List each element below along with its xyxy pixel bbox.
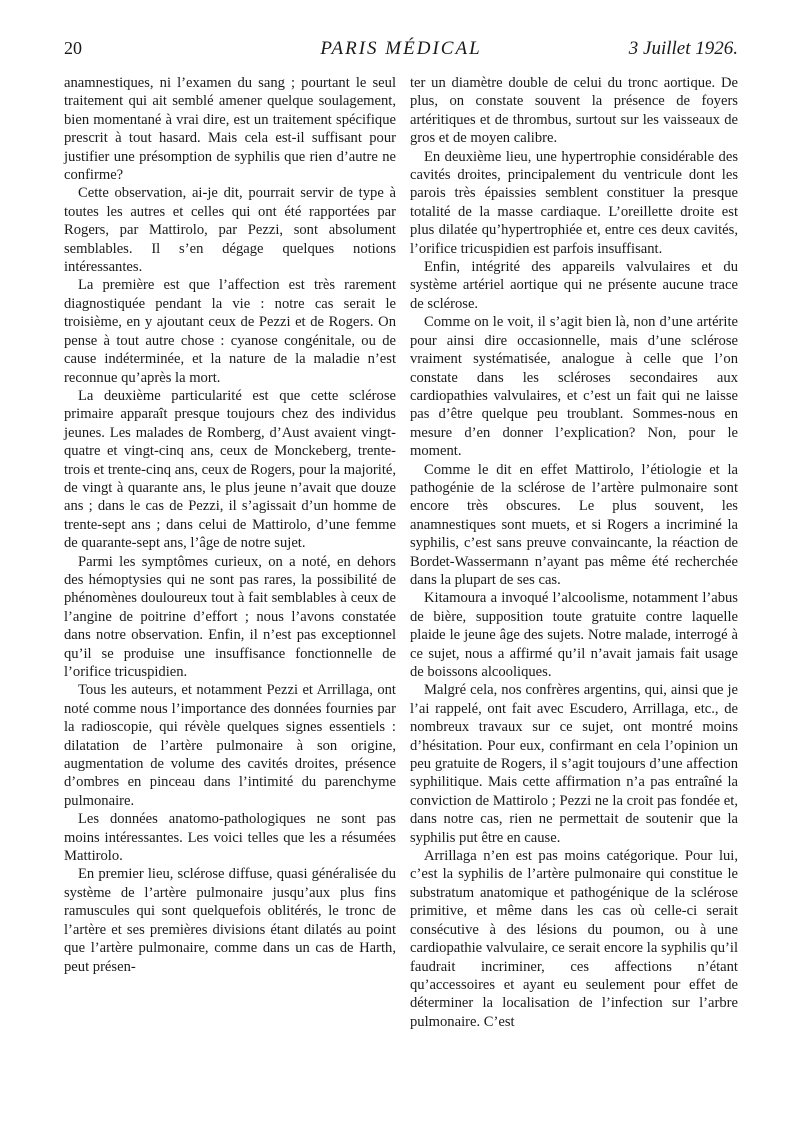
paragraph: Cette observation, ai-je dit, pourrait servir de type à toutes les autres et celles qui ont été rapportées par Rogers, par Mattirolo, par Pezzi, sont absolument semblables. Il s’en dégage quelques notions intéressantes. xyxy=(64,185,396,276)
left-column xyxy=(64,74,396,976)
paragraph: ter un diamètre double de celui du tronc aortique. De plus, on constate souvent la présence de foyers artéritiques et de thrombus, surtout sur les vaisseaux de gros et de moyen calibre. xyxy=(410,75,738,147)
paragraph: Tous les auteurs, et notamment Pezzi et Arrillaga, ont noté comme nous l’importance des données fournies par la radioscopie, qui révèle quelques signes essentiels : dilatation de l’artère pulmonaire à son origine, augmentation de volume des cavités droites, présence d’ombres en pinceau dans l’intimité du parenchyme pulmonaire. xyxy=(64,682,396,809)
issue-date: 3 Juillet 1926. xyxy=(628,38,738,59)
paragraph: anamnestiques, ni l’examen du sang ; pourtant le seul traitement qui ait semblé amener quelque soulagement, bien momentané à vrai dire, est un traitement spécifique prescrit à tout hasard. Mais cela est-il suffisant pour justifier une présomption de syphilis que rien d’autre ne confirme? xyxy=(64,75,396,184)
paragraph: Malgré cela, nos confrères argentins, qui, ainsi que je l’ai rappelé, ont fait avec Escudero, Arrillaga, etc., de nombreux travaux sur ce sujet, ont montré moins d’hésitation. Pour eux, confirmant en cela l’opinion un peu gratuite de Rogers, il s’agit toujours d’une affection syphilitique. Mais cette affirmation n’a pas entraîné la conviction de Mattirolo ; Pezzi ne la croit pas fondée et, dans notre cas, rien ne permettait de soutenir que la syphilis put être en cause. xyxy=(410,682,738,846)
paragraph: Comme on le voit, il s’agit bien là, non d’une artérite pour ainsi dire occasionnelle, mais d’une sclérose vraiment systématisée, analogue à celle que l’on constate dans les scléroses secondaires aux cardiopathies valvulaires, et c’est un fait qui ne laisse pas d’être quelque peu troublant. Sommes-nous en mesure d’en donner l’explication? Non, pour le moment. xyxy=(410,314,738,460)
page-number: 20 xyxy=(64,38,82,58)
paragraph: La deuxième particularité est que cette sclérose primaire apparaît presque toujours chez des individus jeunes. Les malades de Romberg, d’Aust avaient vingt-quatre et vingt-cinq ans, ceux de Monckeberg, trente-trois et trente-cinq ans, ceux de Rogers, pour la majorité, de vingt à quarante ans, le plus jeune n’avait que douze ans ; dans le cas de Pezzi, il s’agissait d’un homme de trente-sept ans ; dans celui de Mattirolo, d’une femme de quarante-sept ans, l’âge de notre sujet. xyxy=(64,387,396,552)
paragraph: Parmi les symptômes curieux, on a noté, en dehors des hémoptysies qui ne sont pas rares, la possibilité de phénomènes douloureux tout à fait semblables à ceux de l’angine de poitrine d’effort ; nous l’avons constatée dans notre observation. Enfin, il n’est pas exceptionnel qu’il se produise une insuffisance fonctionnelle de l’orifice tricuspidien. xyxy=(64,553,396,680)
paragraph: La première est que l’affection est très rarement diagnostiquée pendant la vie : notre cas serait le troisième, en y ajoutant ceux de Pezzi et de Rogers. On pense à tout autre chose : cyanose congénitale, ou de cause indéterminée, et la nature de la maladie n’est reconnue qu’après la mort. xyxy=(64,277,396,386)
paragraph: Les données anatomo-pathologiques ne sont pas moins intéressantes. Les voici telles que les a résumées Mattirolo. xyxy=(64,811,396,865)
paragraph: Comme le dit en effet Mattirolo, l’étiologie et la pathogénie de la sclérose de l’artère pulmonaire sont encore très obscures. Le plus souvent, les anamnestiques sont muets, et si Rogers a incriminé la syphilis, c’est sans preuve convaincante, la réaction de Bordet-Wassermann n’ayant pas même été recherchée dans la plupart de ses cas. xyxy=(410,461,738,588)
paragraph: Arrillaga n’en est pas moins catégorique. Pour lui, c’est la syphilis de l’artère pulmonaire qui constitue le substratum anatomique et pathogénique de la sclérose primitive, et même dans les cas où celle-ci serait consécutive à des lésions du poumon, ou à une cardiopathie valvulaire, ce serait encore la syphilis qu’il faudrait incriminer, ces affections n’étant qu’accessoires et ayant eu seulement pour effet de déterminer la localisation de l’infection sur l’arbre pulmonaire. C’est xyxy=(410,848,738,1030)
right-column xyxy=(410,74,738,1031)
journal-title: PARIS MÉDICAL xyxy=(320,38,482,59)
paragraph: Kitamoura a invoqué l’alcoolisme, notamment l’abus de bière, supposition toute gratuite contre laquelle plaide le jeune âge des sujets. Notre malade, interrogé à ce sujet, nous a affirmé qu’il n’avait jamais fait usage de boissons alcooliques. xyxy=(410,590,738,680)
paragraph: En premier lieu, sclérose diffuse, quasi généralisée du système de l’artère pulmonaire jusqu’aux plus fins ramuscules qui sont quelquefois oblitérés, le tronc de l’artère et ses premières divisions étant dilatés au point que l’artère pulmonaire, comme dans un cas de Harth, peut présen- xyxy=(64,866,396,975)
page-header xyxy=(64,38,738,66)
paragraph: En deuxième lieu, une hypertrophie considérable des cavités droites, principalement du ventricule dont les parois très épaissies semblent constituer la presque totalité de la masse cardiaque. L’oreillette droite est plus dilatée qu’hypertrophiée et, entre ces deux cavités, l’orifice tricuspidien est parfois insuffisant. xyxy=(410,148,738,257)
paragraph: Enfin, intégrité des appareils valvulaires et du système artériel aortique qui ne présente aucune trace de sclérose. xyxy=(410,259,738,312)
